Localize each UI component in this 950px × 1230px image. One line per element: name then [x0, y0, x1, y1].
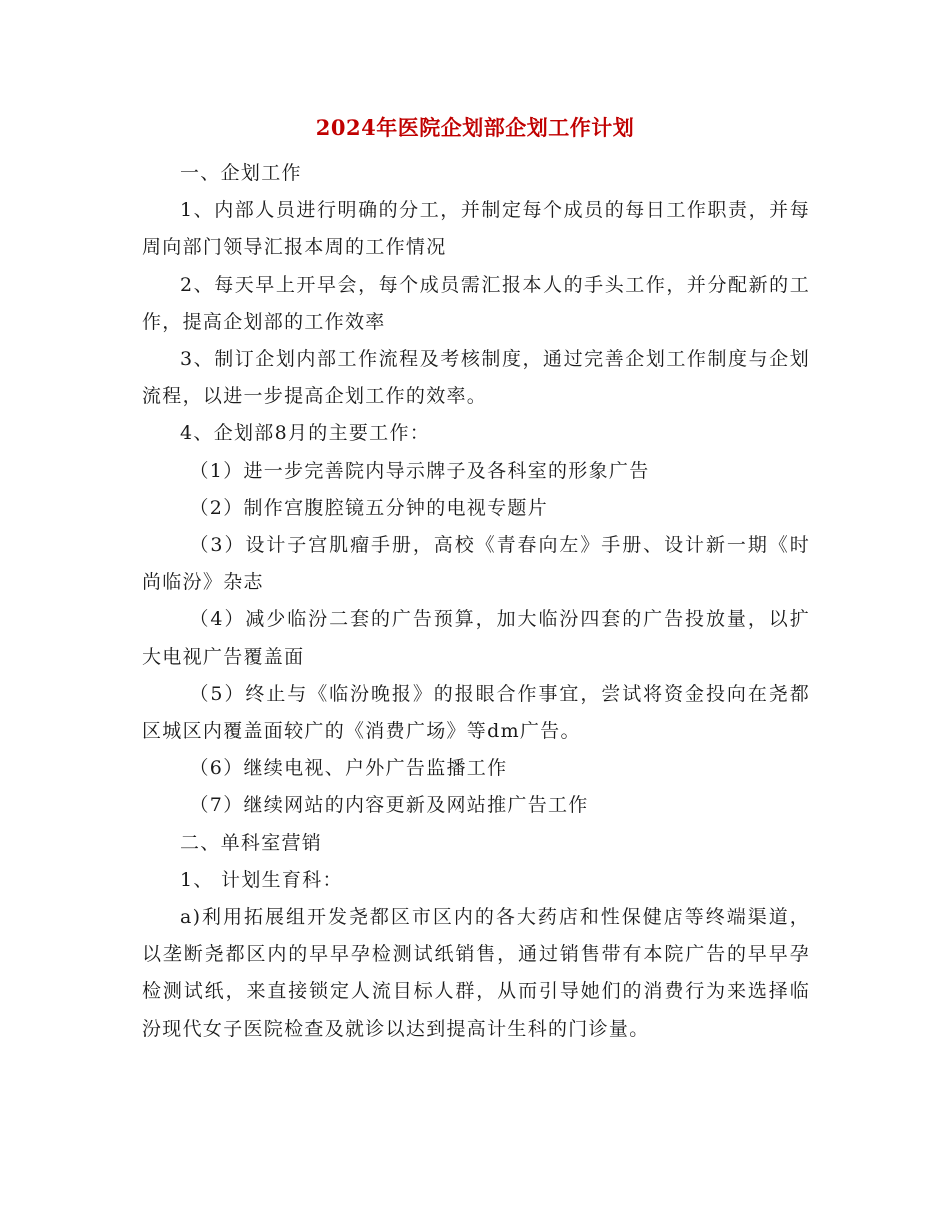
list-item: （2）制作宫腹腔镜五分钟的电视专题片	[189, 496, 548, 519]
list-item: （7）继续网站的内容更新及网站推广告工作	[189, 794, 589, 817]
document-title: 2024年医院企划部企划工作计划	[315, 115, 635, 140]
section-heading: 二、单科室营销	[180, 831, 323, 854]
list-item: （4）减少临汾二套的广告预算，加大临汾四套的广告投放量，以扩大电视广告覆盖面	[142, 608, 810, 668]
section-heading: 一、企划工作	[180, 162, 302, 184]
document-body	[142, 155, 810, 1048]
paragraph: 3、制订企划内部工作流程及考核制度，通过完善企划工作制度与企划流程，以进一步提高企划工作的效率。	[142, 348, 810, 408]
paragraph: 1、 计划生育科：	[180, 868, 343, 891]
list-item: （3）设计子宫肌瘤手册，高校《青春向左》手册、设计新一期《时尚临汾》杂志	[142, 534, 810, 594]
list-item: （5）终止与《临汾晚报》的报眼合作事宜，尝试将资金投向在尧都区城区内覆盖面较广的《消费广场》等dm广告。	[142, 682, 810, 743]
paragraph: 2、每天早上开早会，每个成员需汇报本人的手头工作，并分配新的工作，提高企划部的工作效率	[142, 273, 810, 333]
list-item: （1）进一步完善院内导示牌子及各科室的形象广告	[189, 459, 650, 482]
paragraph: 1、内部人员进行明确的分工，并制定每个成员的每日工作职责，并每周向部门领导汇报本周的工作情况	[142, 199, 810, 259]
paragraph: a)利用拓展组开发尧都区市区内的各大药店和性保健店等终端渠道，以垄断尧都区内的早早孕检测试纸销售，通过销售带有本院广告的早早孕检测试纸，来直接锁定人流目标人群，从而引导她们的消费行为来选择临汾现代女子医院检查及就诊以达到提高计生科的门诊量。	[142, 906, 810, 1040]
paragraph: 4、企划部8月的主要工作：	[180, 422, 431, 445]
list-item: （6）继续电视、户外广告监播工作	[189, 757, 508, 780]
